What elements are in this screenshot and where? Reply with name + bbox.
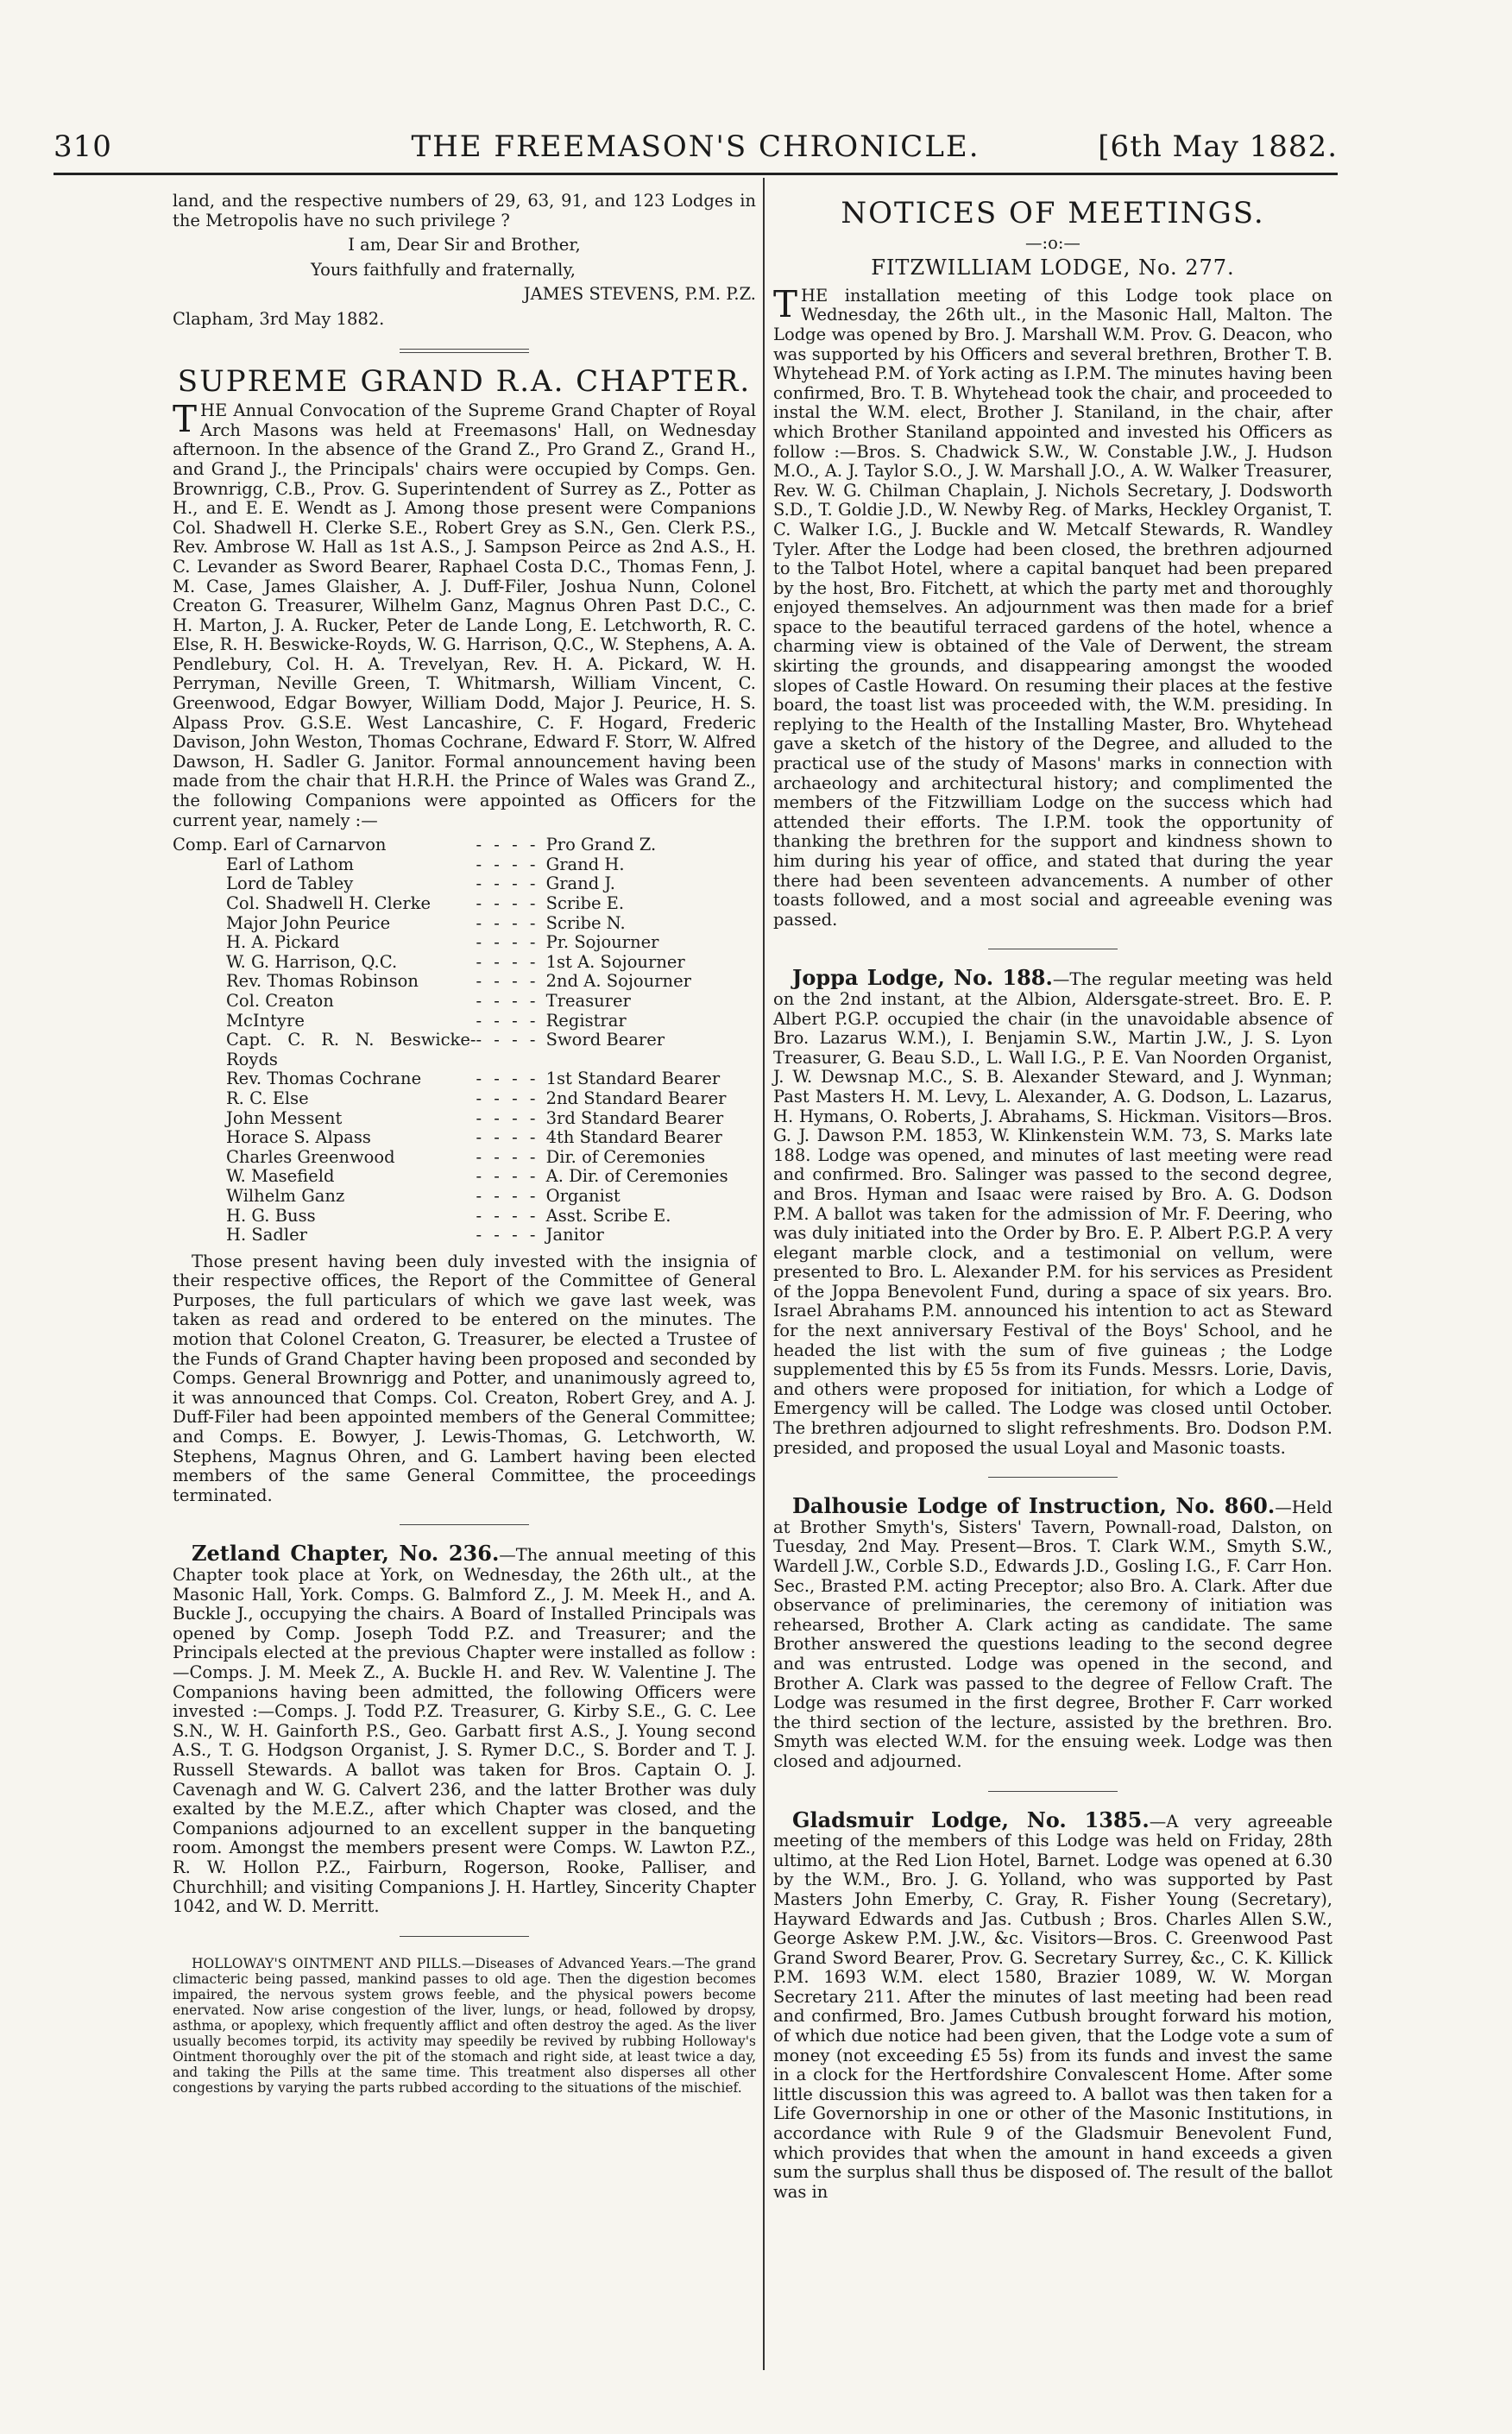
officer-name: Lord de Tabley	[226, 873, 354, 894]
leader-dots: - - - -	[476, 1127, 539, 1148]
section-divider	[400, 1936, 529, 1937]
officer-name: McIntyre	[226, 1010, 305, 1031]
officers-table	[173, 836, 756, 1245]
officer-office: Treasurer	[545, 990, 631, 1011]
officer-name: W. G. Harrison, Q.C.	[226, 951, 398, 972]
page-number: 310	[54, 129, 112, 164]
officer-office: Janitor	[545, 1225, 604, 1245]
leader-dots: - - - -	[476, 893, 539, 913]
officer-row	[173, 1226, 756, 1245]
leader-dots: - - - -	[476, 1205, 539, 1226]
zetland-title: Zetland Chapter, No. 236.	[192, 1541, 500, 1567]
dalhousie-title: Dalhousie Lodge of Instruction, No. 860.	[792, 1493, 1276, 1519]
leader-dots: - - - -	[476, 990, 539, 1011]
leader-dots: - - - -	[476, 912, 539, 933]
officer-row	[173, 855, 756, 875]
leader-dots: - - - -	[476, 1166, 539, 1187]
officer-office: Organist	[545, 1185, 621, 1206]
officer-row	[173, 933, 756, 953]
leader-dots: - - - -	[476, 835, 539, 855]
publication-title: THE FREEMASON'S CHRONICLE.	[411, 129, 980, 164]
notices-heading: NOTICES OF MEETINGS.	[841, 196, 1265, 230]
officer-office: Registrar	[545, 1010, 627, 1031]
officer-name: R. C. Else	[226, 1088, 309, 1108]
leader-dots: - - - -	[476, 1030, 539, 1050]
dalhousie-report: Dalhousie Lodge of Instruction, No. 860.—Held at Brother Smyth's, Sisters' Tavern, Pownall-road, Dalston, on Tuesday, 2nd May. Present—Bros. T. Clark W.M., Smyth S.W., Wardell J.W., Corble S.D., Edwards J.D., Gosling I.G., F. Carr Hon. Sec., Brasted P.M. acting Preceptor; also Bro. A. Clark. After due observance of preliminaries, the ceremony of initiation was rehearsed, Brother A. Clark acting as candidate. The same Brother answered the questions leading to the second degree and was entrusted. Lodge was opened in the second, and Brother A. Clark was passed to the degree of Fellow Craft. The Lodge was resumed in the first degree, Brother F. Carr worked the third section of the lecture, assisted by the brethren. Bro. Smyth was elected W.M. for the ensuing week. Lodge was then closed and adjourned.	[773, 1493, 1332, 1771]
officer-row	[173, 836, 756, 855]
officer-name: Comp. Earl of Carnarvon	[173, 835, 387, 855]
officer-row	[173, 1109, 756, 1129]
officer-row	[173, 914, 756, 934]
leader-dots: - - - -	[476, 951, 539, 972]
drop-cap: T	[173, 398, 198, 441]
gladsmuir-title: Gladsmuir Lodge, No. 1385.	[792, 1807, 1150, 1832]
zetland-report: Zetland Chapter, No. 236.—The annual meeting of this Chapter took place at York, on Wednesday, the 26th ult., at the Masonic Hall, York. Comps. G. Balmford Z., J. M. Meek H., and A. Buckle J., occupying the chairs. A Board of Installed Principals was opened by Comp. Joseph Todd P.Z. and Treasurer; and the Principals elected at the previous Chapter were installed as follow :—Comps. J. M. Meek Z., A. Buckle H. and Rev. W. Valentine J. The Companions having been admitted, the following Officers were invested :—Comps. J. Todd P.Z. Treasurer, G. Kirby S.E., G. C. Lee S.N., W. H. Gainforth P.S., Geo. Garbatt first A.S., J. Young second A.S., T. G. Hodgson Organist, J. S. Rymer D.C., S. Border and T. J. Russell Stewards. A ballot was taken for Bros. Captain O. J. Cavenagh and W. G. Calvert 236, and the latter Brother was duly exalted by the M.E.Z., after which Chapter was closed, and the Companions adjourned to an excellent supper in the banqueting room. Amongst the members present were Comps. W. Lawton P.Z., R. W. Hollon P.Z., Fairburn, Rogerson, Rooke, Palliser, and Churchhill; and visiting Companions J. H. Hartley, Sincerity Chapter 1042, and W. D. Merritt.	[173, 1541, 756, 1917]
right-column	[773, 192, 1332, 2207]
officer-name: Wilhelm Ganz	[226, 1185, 345, 1206]
leader-dots: - - - -	[476, 1088, 539, 1108]
column-divider	[763, 178, 765, 2370]
leader-dots: - - - -	[476, 1107, 539, 1128]
officer-name: Rev. Thomas Robinson	[226, 971, 419, 992]
leader-dots: - - - -	[476, 873, 539, 894]
officer-office: Grand J.	[545, 873, 615, 894]
officer-row	[173, 1207, 756, 1226]
letter-signature: JAMES STEVENS, P.M. P.Z.	[523, 284, 756, 305]
leader-dots: - - - -	[476, 1225, 539, 1245]
officer-name: W. Masefield	[226, 1166, 335, 1187]
officer-row	[173, 874, 756, 894]
officer-office: Pr. Sojourner	[545, 932, 659, 953]
officer-office: Pro Grand Z.	[545, 835, 657, 855]
leader-dots: - - - -	[476, 1069, 539, 1089]
officer-row	[173, 1089, 756, 1109]
officer-row	[173, 1069, 756, 1089]
officer-office: Grand H.	[545, 854, 625, 874]
issue-date: [6th May 1882.	[1098, 129, 1338, 164]
grand-chapter-heading: SUPREME GRAND R.A. CHAPTER.	[177, 363, 752, 399]
officer-office: Dir. of Ceremonies	[545, 1146, 706, 1167]
officer-office: 1st Standard Bearer	[545, 1069, 721, 1089]
leader-dots: - - - -	[476, 932, 539, 953]
joppa-report: Joppa Lodge, No. 188.—The regular meeting was held on the 2nd instant, at the Albion, Aldersgate-street. Bro. E. P. Albert P.G.P. occupied the chair (in the unavoidable absence of Bro. Lazarus W.M.), I. Benjamin S.W., Martin J.W., J. S. Lyon Treasurer, G. Beau S.D., L. Wall I.G., P. E. Van Noorden Organist, J. W. Dewsnap M.C., S. B. Alexander Steward, and J. Wynman; Past Masters H. M. Levy, L. Alexander, A. G. Dodson, L. Lazarus, H. Hymans, O. Roberts, J. Abrahams, S. Hickman. Visitors—Bros. G. J. Dawson P.M. 1853, W. Klinkenstein W.M. 73, S. Marks late 188. Lodge was opened, and minutes of last meeting were read and confirmed. Bro. Salinger was passed to the second degree, and Bros. Hyman and Isaac were raised by Bro. A. G. Dodson P.M. A ballot was taken for the admission of Mr. F. Deering, who was duly initiated into the Order by Bro. E. P. Albert P.G.P. A very elegant marble clock, and a testimonial on vellum, were presented to Bro. L. Alexander P.M. for his services as President of the Joppa Benevolent Fund, during a space of six years. Bro. Israel Abrahams P.M. announced his intention to act as Steward for the next anniversary Festival of the Boys' School, and he headed the list with the sum of five guineas ; the Lodge supplemented this by £5 5s from its Funds. Messrs. Lorie, Davis, and others were proposed for initiation, for which a Lodge of Emergency will be called. The Lodge was closed until October. The brethren adjourned to slight refreshments. Bro. Dodson P.M. presided, and proposed the usual Loyal and Masonic toasts.	[773, 965, 1332, 1458]
officer-name: H. Sadler	[226, 1225, 307, 1245]
leader-dots: - - - -	[476, 1146, 539, 1167]
leader-dots: - - - -	[476, 1010, 539, 1031]
letter-salutation: I am, Dear Sir and Brother,	[348, 235, 581, 255]
officer-office: 3rd Standard Bearer	[545, 1107, 724, 1128]
left-column	[173, 192, 756, 2101]
officer-row	[173, 1031, 756, 1069]
drop-cap: T	[773, 282, 798, 325]
grand-chapter-conclusion: Those present having been duly invested with the insignia of their respective offices, the Report of the Committee of General Purposes, the full particulars of which we gave last week, was taken as read and ordered to be entered on the minutes. The motion that Colonel Creaton, G. Treasurer, be elected a Trustee of the Funds of Grand Chapter having been proposed and seconded by Comps. General Brownrigg and Potter, and unanimously agreed to, it was announced that Comps. Col. Creaton, Robert Grey, and A. J. Duff-Filer had been appointed members of the General Committee; and Comps. E. Bowyer, J. Lewis-Thomas, G. Letchworth, W. Stephens, Magnus Ohren, and G. Lambert having been elected members of the same General Committee, the proceedings terminated.	[173, 1251, 756, 1505]
officer-office: 4th Standard Bearer	[545, 1127, 722, 1148]
officer-office: A. Dir. of Ceremonies	[545, 1166, 728, 1187]
section-divider	[400, 349, 529, 353]
officer-office: Scribe E.	[545, 893, 625, 913]
officer-name: Major John Peurice	[226, 912, 391, 933]
holloway-advert: HOLLOWAY'S OINTMENT AND PILLS.—Diseases of Advanced Years.—The grand climacteric being passed, mankind passes to old age. Then the digestion becomes impaired, the nervous system grows feeble, and the physical powers become enervated. Now arise congestion of the liver, lungs, or head, followed by dropsy, asthma, or apoplexy, which frequently afflict and often destroy the aged. As the liver usually becomes torpid, its activity may speedily be revived by rubbing Holloway's Ointment thoroughly over the pit of the stomach and right side, at least twice a day, and taking the Pills at the same time. This treatment also disperses all other congestions by varying the parts rubbed according to the situations of the mischief.	[173, 1955, 756, 2096]
officer-row	[173, 1128, 756, 1148]
officer-name: Horace S. Alpass	[226, 1127, 371, 1148]
letter-valediction: Yours faithfully and fraternally,	[311, 259, 576, 280]
officer-row	[173, 992, 756, 1012]
officer-name: H. A. Pickard	[226, 932, 340, 953]
section-divider	[988, 1791, 1118, 1792]
section-divider	[400, 1524, 529, 1525]
officer-name: John Messent	[226, 1107, 343, 1128]
leader-dots: - - - -	[476, 1185, 539, 1206]
officer-row	[173, 1167, 756, 1187]
officer-row	[173, 1148, 756, 1168]
section-divider	[988, 1477, 1118, 1478]
leader-dots: - - - -	[476, 854, 539, 874]
fitzwilliam-title: FITZWILLIAM LODGE, No. 277.	[871, 255, 1235, 281]
officer-office: 2nd Standard Bearer	[545, 1088, 727, 1108]
officer-name: Capt. C. R. N. Beswicke-Royds	[226, 1030, 476, 1069]
officer-name: H. G. Buss	[226, 1205, 316, 1226]
officer-name: Col. Shadwell H. Clerke	[226, 893, 431, 913]
officer-name: Rev. Thomas Cochrane	[226, 1069, 422, 1089]
officer-name: Earl of Lathom	[226, 854, 354, 874]
leader-dots: - - - -	[476, 971, 539, 992]
officer-office: Sword Bearer	[545, 1030, 665, 1050]
officer-name: Charles Greenwood	[226, 1146, 395, 1167]
officer-office: 2nd A. Sojourner	[545, 971, 691, 992]
officer-office: Scribe N.	[545, 912, 626, 933]
officer-row	[173, 953, 756, 973]
ornament-separator: —:o:—	[1025, 232, 1080, 253]
masthead	[54, 129, 1338, 169]
officer-name: Col. Creaton	[226, 990, 334, 1011]
gladsmuir-report: Gladsmuir Lodge, No. 1385.—A very agreeable meeting of the members of this Lodge was held on Friday, 28th ultimo, at the Red Lion Hotel, Barnet. Lodge was opened at 6.30 by the W.M., Bro. J. G. Yolland, who was supported by Past Masters John Emerby, C. Gray, R. Fisher Young (Secretary), Hayward Edwards and Jas. Cutbush ; Bros. Charles Allen S.W., George Askew P.M. J.W., &c. Visitors—Bros. C. Greenwood Past Grand Sword Bearer, Prov. G. Secretary Surrey, &c., C. K. Killick P.M. 1693 W.M. elect 1580, Brazier 1089, W. W. Morgan Secretary 211. After the minutes of last meeting had been read and confirmed, Bro. James Cutbush brought forward his motion, of which due notice had been given, that the Lodge vote a sum of money (not exceeding £5 5s) from its funds and invest the same in a clock for the Hertfordshire Convalescent Home. After some little discussion this was agreed to. A ballot was then taken for a Life Governorship in one or other of the Masonic Institutions, in accordance with Rule 9 of the Gladsmuir Benevolent Fund, which provides that when the amount in hand exceeds a given sum the surplus shall thus be disposed of. The result of the ballot was in	[773, 1807, 1332, 2202]
advert-lead: HOLLOWAY'S OINTMENT AND PILLS.	[192, 1955, 462, 1971]
header-rule	[54, 173, 1338, 175]
officer-office: Asst. Scribe E.	[545, 1205, 671, 1226]
joppa-title: Joppa Lodge, No. 188.	[792, 965, 1053, 991]
letter-closing: land, and the respective numbers of 29, 63, 91, and 123 Lodges in the Metropolis have no such privilege ?	[173, 191, 756, 230]
officer-row	[173, 1187, 756, 1207]
fitzwilliam-report: THE installation meeting of this Lodge took place on Wednesday, the 26th ult., in the Masonic Hall, Malton. The Lodge was opened by Bro. J. Marshall W.M. Prov. G. Deacon, who was supported by his Officers and several brethren, Brother T. B. Whytehead P.M. of York acting as I.P.M. The minutes having been confirmed, Bro. T. B. Whytehead took the chair, and proceeded to instal the W.M. elect, Brother J. Staniland, in the chair, after which Brother Staniland appointed and invested his Officers as follow :—Bros. S. Chadwick S.W., W. Constable J.W., J. Hudson M.O., A. J. Taylor S.O., J. W. Marshall J.O., A. W. Walker Treasurer, Rev. W. G. Chilman Chaplain, J. Nichols Secretary, J. Dodsworth S.D., T. Goldie J.D., W. Newby Reg. of Marks, Heckley Organist, T. C. Walker I.G., J. Buckle and W. Metcalf Stewards, R. Wandley Tyler. After the Lodge had been closed, the brethren adjourned to the Talbot Hotel, where a capital banquet had been prepared by the host, Bro. Fitchett, at which the party met and thoroughly enjoyed themselves. An adjournment was then made for a brief space to the beautiful terraced gardens of the hotel, whence a charming view is obtained of the Vale of Derwent, the stream skirting the grounds, and disappearing amongst the wooded slopes of Castle Howard. On resuming their places at the festive board, the toast list was proceeded with, the W.M. presiding. In replying to the Health of the Installing Master, Bro. Whytehead gave a sketch of the history of the Degree, and alluded to the practical use of the study of Masons' marks in connection with archaeology and architectural history; and complimented the members of the Fitzwilliam Lodge on the success which had attended their efforts. The I.P.M. took the opportunity of thanking the brethren for the support and kindness shown to him during his year of office, and stated that during the year there had been seventeen advancements. A number of other toasts followed, and a most social and agreeable evening was passed.	[773, 282, 1332, 930]
grand-chapter-intro: THE Annual Convocation of the Supreme Grand Chapter of Royal Arch Masons was held at Freemasons' Hall, on Wednesday afternoon. In the absence of the Grand Z., Pro Grand Z., Grand H., and Grand J., the Principals' chairs were occupied by Comps. Gen. Brownrigg, C.B., Prov. G. Superintendent of Surrey as Z., Potter as H., and E. E. Wendt as J. Among those present were Companions Col. Shadwell H. Clerke S.E., Robert Grey as S.N., Gen. Clerk P.S., Rev. Ambrose W. Hall as 1st A.S., J. Sampson Peirce as 2nd A.S., H. C. Levander as Sword Bearer, Raphael Costa D.C., Thomas Fenn, J. M. Case, James Glaisher, A. J. Duff-Filer, Joshua Nunn, Colonel Creaton G. Treasurer, Wilhelm Ganz, Magnus Ohren Past D.C., C. H. Marton, J. A. Rucker, Peter de Lande Long, E. Letchworth, R. C. Else, R. H. Beswicke-Royds, W. G. Harrison, Q.C., W. Stephens, A. A. Pendlebury, Col. H. A. Trevelyan, Rev. H. A. Pickard, W. H. Perryman, Neville Green, T. Whitmarsh, William Vincent, C. Greenwood, Edgar Bowyer, William Dodd, Major J. Peurice, H. S. Alpass Prov. G.S.E. West Lancashire, C. F. Hogard, Frederic Davison, John Weston, Thomas Cochrane, Edward F. Storr, W. Alfred Dawson, H. Sadler G. Janitor. Formal announcement having been made from the chair that H.R.H. the Prince of Wales was Grand Z., the following Companions were appointed as Officers for the current year, namely :—	[173, 398, 756, 830]
letter-place-date: Clapham, 3rd May 1882.	[173, 308, 385, 329]
officer-row	[173, 894, 756, 914]
officer-office: 1st A. Sojourner	[545, 951, 685, 972]
officer-row	[173, 972, 756, 992]
officer-row	[173, 1012, 756, 1031]
